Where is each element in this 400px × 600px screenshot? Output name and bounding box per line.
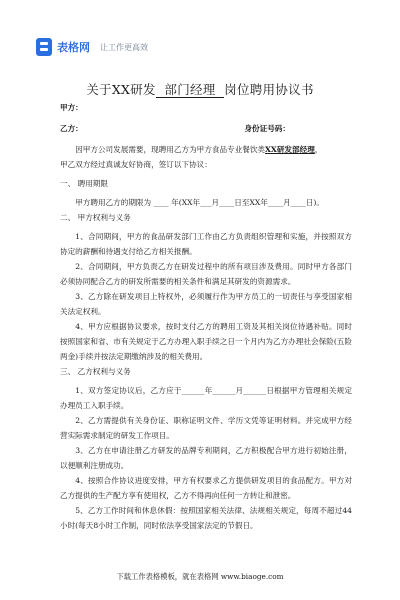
section-1-heading: 一、 聘用期限 — [60, 179, 108, 188]
section-3-heading: 三、 乙方权利与义务 — [60, 367, 131, 376]
brand-name: 表格网 — [57, 41, 90, 54]
clause-a2: 2、合同期间，甲方负责乙方在研发过程中的所有项目涉及费用。同时甲方各部门必须协同配合乙方的研发所需要的相关条件和满足其研发的资源需求。 — [60, 262, 352, 286]
clause-a4: 4、甲方应根据协议要求，按时支付乙方的聘用工资及其相关岗位待遇补贴。同时按照国家和省、市有关规定于乙方办理入职手续之日一个月内为乙方办理社会保险(五险两金)手续并按法定期缴纳涉及的相关费用。 — [60, 322, 352, 361]
intro-text-1: 因甲方公司发展需要，现聘用乙方为甲方食品专业餐饮类 — [75, 145, 266, 154]
title-xx: XX — [111, 82, 131, 97]
party-a-label: 甲方： — [60, 103, 83, 112]
intro-paragraph — [60, 142, 352, 157]
title-suffix: 岗位聘用协议书 — [224, 82, 314, 97]
intro-position: XX研发部经理 — [265, 145, 315, 154]
party-b-row — [60, 121, 290, 136]
document-body — [60, 100, 352, 533]
document-title — [0, 80, 400, 98]
section-2-heading: 二、 甲方权利与义务 — [60, 213, 131, 222]
title-dept-text: 部门经理 — [164, 82, 216, 97]
clause-b1: 1、双方签定协议后，乙方应于______年______月______日根据甲方管理相关规定办理员工入职手续。 — [60, 386, 352, 410]
clause-a3: 3、乙方除在研发项目上特权外，必须履行作为甲方员工的一切责任与享受国家相关法定权利。 — [60, 292, 352, 316]
clause-b5: 5、乙方工作时间和休息休假：按照国家相关法律、法规相关规定，每周不超过44小时(每天8小时工作制，同时依法享受国家法定的节假日。 — [60, 506, 352, 530]
intro-text-2: ， — [314, 145, 323, 154]
logo-icon — [36, 38, 52, 56]
intro-paragraph-2: 甲乙双方经过真诚友好协商，签订以下协议： — [60, 160, 212, 169]
title-mid: 研发 — [130, 82, 156, 97]
party-b-label: 乙方： — [60, 124, 83, 133]
term-line: 甲方聘用乙方的期限为 ____ 年(XX年___月____日至XX年____月____日)。 — [75, 198, 324, 207]
clause-b4: 4、按照合作协议进度安排，甲方有权要求乙方提供研发项目的食品配方。甲方对乙方提供的生产配方享有使用权，乙方不得再向任何一方转让和泄密。 — [60, 476, 352, 500]
title-prefix: 关于 — [86, 82, 112, 97]
id-number-label: 身份证号码： — [244, 124, 290, 133]
clause-b3: 3、乙方在申请注册乙方研发的品牌专利期间，乙方积极配合甲方进行初始注册，以便顺利注册成功。 — [60, 446, 352, 470]
brand-slogan: 让工作更高效 — [100, 42, 148, 52]
clause-a1: 1、合同期间，甲方的食品研发部门工作由乙方负责组织管理和实施，并按照双方协定的薪酬和待遇支付给乙方相关报酬。 — [60, 232, 352, 256]
header — [36, 38, 148, 56]
title-dept — [156, 82, 224, 98]
clause-b2: 2、乙方需提供有关身份证、职称证明文件、学历文凭等证明材料。并完成甲方经营实际需求制定的研发工作项目。 — [60, 416, 352, 440]
footer-text: 下载工作表格模板，就在表格网 www.biaoge.com — [116, 572, 284, 581]
